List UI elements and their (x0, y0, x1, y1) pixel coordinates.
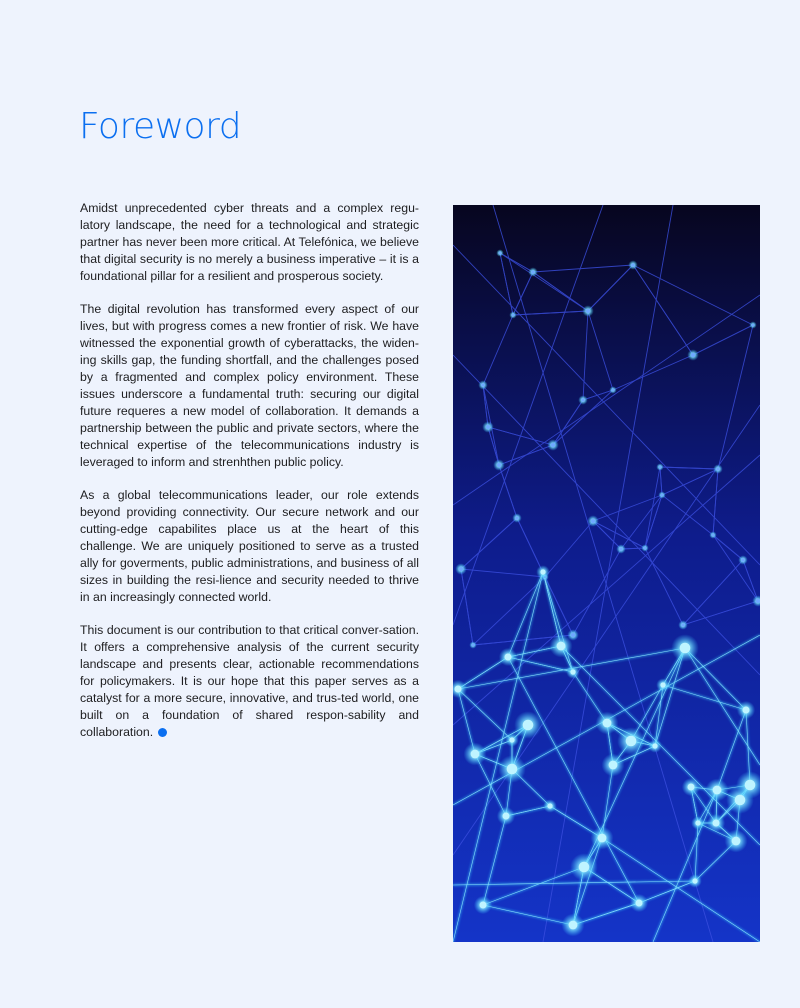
mesh-node (745, 780, 756, 791)
mesh-node (660, 682, 665, 687)
end-mark-dot-icon (158, 728, 167, 737)
mesh-node (756, 599, 760, 603)
mesh-node (752, 324, 755, 327)
mesh-node (636, 900, 643, 907)
mesh-node (581, 398, 585, 402)
mesh-node (609, 761, 618, 770)
mesh-node (497, 463, 501, 467)
paragraph-3: As a global telecommunications leader, our role extends beyond providing connectivity. Our secure network and our cutting-edge capabilites place us at the heart of this challenge. We are uniquely positioned to serve as a trusted ally for goverments, public administrations, and business of all sizes in building the resi-lience and security needed to thrive in an increasingly connected world. (80, 488, 419, 604)
page-title: Foreword (79, 106, 242, 147)
mesh-node (598, 834, 607, 843)
mesh-node (557, 642, 566, 651)
mesh-node (688, 784, 695, 791)
mesh-node (509, 737, 514, 742)
paragraph-4-text: This document is our contribution to that critical conver-sation. It offers a comprehensive analysis of the current security landscape and presents clear, actionable recommendations for policymakers. It is our hope that this paper serves as a catalyst for a more secure, innovative, and trus-ted world, one built on a foundation of shared respon-sability and collaboration. (80, 623, 419, 739)
mesh-node (741, 558, 745, 562)
mesh-node (571, 633, 575, 637)
mesh-node (579, 862, 590, 873)
mesh-node (619, 547, 623, 551)
mesh-node (716, 467, 720, 471)
mesh-node (743, 707, 750, 714)
mesh-node (540, 569, 545, 574)
paragraph-1: Amidst unprecedented cyber threats and a complex regu-latory landscape, the need for a technological and strategic partner has never been more critical. At Telefónica, we believe that digital security is no merely a business imperative – it is a foundational pillar for a resilient and prosperous society. (80, 201, 419, 283)
mesh-node (661, 494, 664, 497)
mesh-node (680, 643, 691, 654)
mesh-node (713, 820, 720, 827)
mesh-node (695, 820, 700, 825)
mesh-node (547, 803, 552, 808)
foreword-body (80, 200, 419, 757)
mesh-node (586, 309, 590, 313)
mesh-node (523, 720, 534, 731)
mesh-node (644, 547, 647, 550)
mesh-node (713, 786, 722, 795)
mesh-node (505, 654, 512, 661)
mesh-node (732, 837, 741, 846)
mesh-node (515, 516, 519, 520)
mesh-node (652, 743, 657, 748)
mesh-node (692, 878, 697, 883)
mesh-node (480, 902, 487, 909)
mesh-node (455, 686, 462, 693)
paragraph-4 (80, 622, 419, 741)
mesh-node (612, 389, 615, 392)
mesh-node (459, 567, 463, 571)
mesh-node (531, 270, 535, 274)
mesh-node (659, 466, 662, 469)
mesh-node (569, 921, 578, 930)
mesh-node (681, 623, 685, 627)
mesh-node (481, 383, 485, 387)
mesh-node (712, 534, 715, 537)
mesh-node (551, 443, 555, 447)
mesh-node (626, 736, 637, 747)
mesh-node (507, 764, 518, 775)
paragraph-2: The digital revolution has transformed every aspect of our lives, but with progress comes a new frontier of risk. We have witnessed the exponential growth of cyberattacks, the widen-ing skills gap, the funding shortfall, and the challenges posed by a fragmented and complex policy environment. These issues underscore a fundamental truth: securing our digital future requeres a new model of collaboration. It demands a partnership between the public and private sectors, where the technical expertise of the telecommunications industry is leveraged to inform and strenhthen public policy. (80, 302, 419, 469)
mesh-node (471, 750, 480, 759)
mesh-node (486, 425, 490, 429)
mesh-node (503, 813, 510, 820)
mesh-node (591, 519, 595, 523)
mesh-node (499, 252, 502, 255)
mesh-node (631, 263, 635, 267)
mesh-node (603, 719, 612, 728)
network-mesh-image (453, 205, 760, 942)
mesh-node (512, 314, 515, 317)
mesh-node (472, 644, 475, 647)
mesh-node (570, 669, 575, 674)
mesh-node (691, 353, 695, 357)
